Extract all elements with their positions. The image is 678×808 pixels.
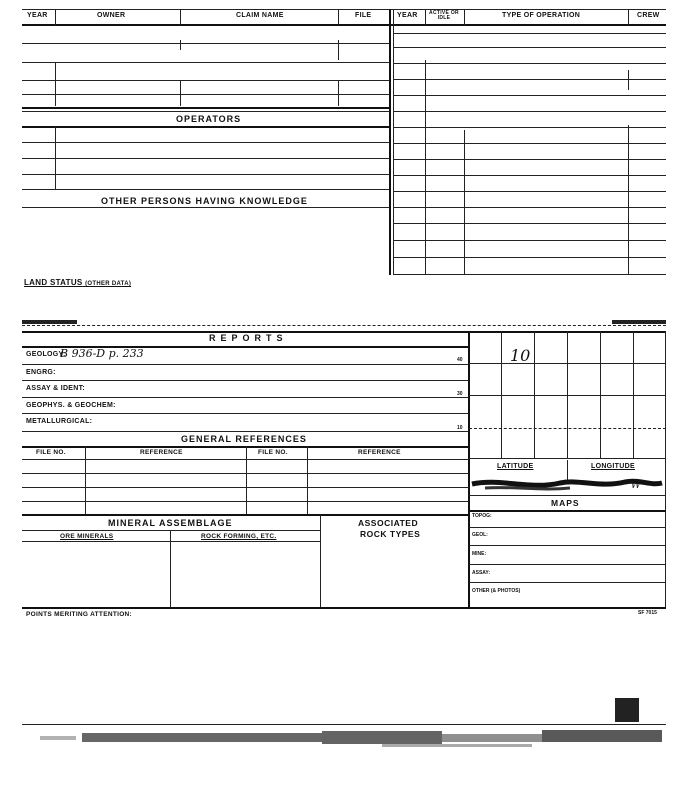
longitude-handwritten: 'W: [628, 480, 642, 491]
land-status-label: LAND STATUS (OTHER DATA): [24, 278, 132, 287]
header-claim-name: CLAIM NAME: [236, 12, 284, 19]
header-crew: CREW: [637, 12, 660, 19]
geophys-geochem-label: GEOPHYS. & GEOCHEM:: [26, 402, 116, 409]
header-owner: OWNER: [97, 12, 126, 19]
scan-mark-right: [612, 320, 666, 324]
rock-forming-label: ROCK FORMING, ETC.: [201, 533, 277, 540]
points-meriting-label: POINTS MERITING ATTENTION:: [26, 611, 133, 618]
reports-title: REPORTS: [209, 333, 288, 343]
associated-label: ASSOCIATED: [358, 518, 419, 528]
operators-title: OPERATORS: [176, 114, 242, 124]
top-border: [22, 9, 666, 10]
center-divider: [389, 9, 391, 275]
engrg-label: ENGRG:: [26, 369, 56, 376]
maps-assay: ASSAY:: [472, 570, 491, 576]
maps-mine: MINE:: [472, 551, 487, 557]
ore-minerals-label: ORE MINERALS: [60, 533, 114, 540]
geology-label: GEOLOGY:: [26, 351, 66, 358]
form-number: SF 7015: [638, 610, 657, 616]
maps-title: MAPS: [551, 498, 580, 508]
grid-handwritten-value: 10: [510, 346, 531, 365]
scan-noise-band: [22, 726, 666, 752]
header-type-of-operation: TYPE OF OPERATION: [502, 12, 581, 19]
assay-ident-label: ASSAY & IDENT:: [26, 385, 86, 392]
maps-other-photos: OTHER (& PHOTOS): [472, 588, 521, 594]
black-registration-mark: [615, 698, 639, 722]
gr-file-no-2: FILE NO.: [258, 449, 288, 456]
scan-mark-left: [22, 320, 77, 324]
mineral-assemblage-title: MINERAL ASSEMBLAGE: [108, 518, 233, 528]
maps-geol: GEOL:: [472, 532, 488, 538]
maps-topog: TOPOG:: [472, 513, 492, 519]
gr-file-no-1: FILE NO.: [36, 449, 66, 456]
geology-value: B 936-D p. 233: [60, 347, 144, 360]
metallurgical-label: METALLURGICAL:: [26, 418, 93, 425]
header-ops-year: YEAR: [397, 12, 418, 19]
gr-reference-2: REFERENCE: [358, 449, 401, 456]
longitude-label: LONGITUDE: [591, 463, 635, 470]
header-active-idle: ACTIVE OR IDLE: [429, 10, 459, 21]
latitude-label: LATITUDE: [497, 463, 534, 470]
rock-types-label: ROCK TYPES: [360, 529, 421, 539]
general-references-title: GENERAL REFERENCES: [181, 434, 307, 444]
gr-reference-1: REFERENCE: [140, 449, 183, 456]
header-file: FILE: [355, 12, 372, 19]
other-persons-title: OTHER PERSONS HAVING KNOWLEDGE: [101, 196, 308, 206]
header-underline: [22, 24, 666, 26]
header-year: YEAR: [27, 12, 48, 19]
